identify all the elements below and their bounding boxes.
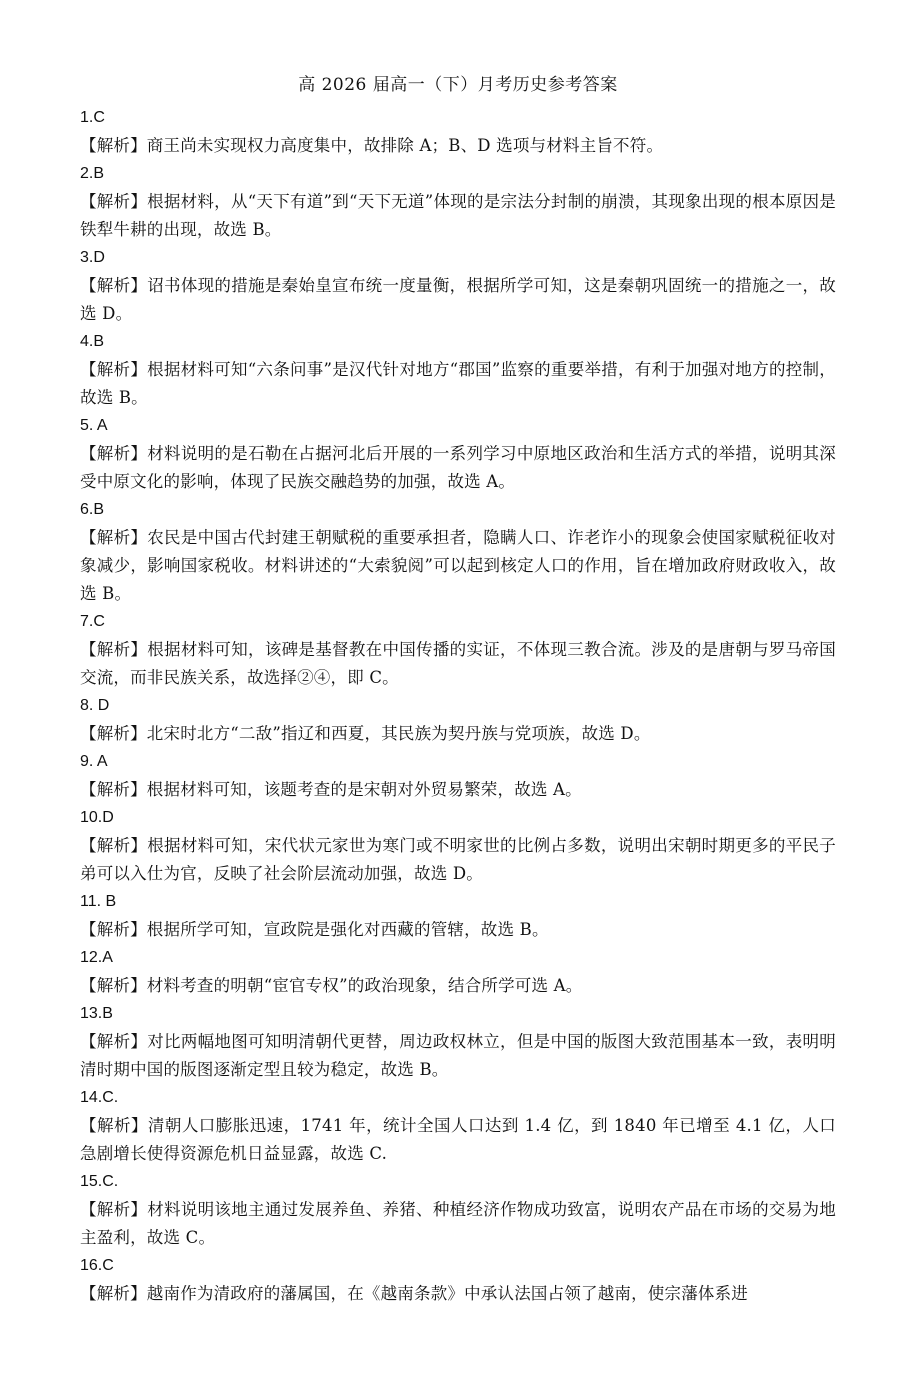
answer-item (80, 888, 836, 944)
answer-item (80, 1168, 836, 1252)
answer-explanation: 【解析】材料说明的是石勒在占据河北后开展的一系列学习中原地区政治和生活方式的举措，说明其深受中原文化的影响，体现了民族交融趋势的加强，故选 A。 (80, 444, 836, 491)
answer-item (80, 1000, 836, 1084)
answer-explanation: 【解析】对比两幅地图可知明清朝代更替，周边政权林立，但是中国的版图大致范围基本一致，表明明清时期中国的版图逐渐定型且较为稳定，故选 B。 (80, 1032, 836, 1079)
answer-number: 4.B (80, 333, 105, 350)
answer-item (80, 160, 836, 244)
answer-number: 16.C (80, 1257, 114, 1274)
answer-number: 3.D (80, 249, 105, 266)
answer-item (80, 412, 836, 496)
answer-number: 8. D (80, 697, 110, 714)
answer-number: 5. A (80, 417, 108, 434)
page-title: 高 2026 届高一（下）月考历史参考答案 (298, 75, 618, 95)
answer-explanation: 【解析】根据材料可知，该碑是基督教在中国传播的实证，不体现三教合流。涉及的是唐朝与罗马帝国交流，而非民族关系，故选择②④，即 C。 (80, 640, 836, 687)
answer-explanation: 【解析】诏书体现的措施是秦始皇宣布统一度量衡，根据所学可知，这是秦朝巩固统一的措施之一，故选 D。 (80, 276, 836, 323)
answer-explanation: 【解析】农民是中国古代封建王朝赋税的重要承担者，隐瞒人口、诈老诈小的现象会使国家赋税征收对象减少，影响国家税收。材料讲述的“大索貌阅”可以起到核定人口的作用，旨在增加政府财政收入，故选 B。 (80, 528, 836, 603)
answer-item (80, 748, 836, 804)
answer-item (80, 692, 836, 748)
answer-list (80, 104, 836, 1308)
answer-number: 13.B (80, 1005, 113, 1022)
answer-number: 11. B (80, 893, 117, 910)
answer-number: 1.C (80, 109, 105, 126)
answer-number: 15.C. (80, 1173, 119, 1190)
answer-explanation: 【解析】材料考查的明朝“宦官专权”的政治现象，结合所学可选 A。 (80, 976, 583, 995)
answer-explanation: 【解析】材料说明该地主通过发展养鱼、养猪、种植经济作物成功致富，说明农产品在市场的交易为地主盈利，故选 C。 (80, 1200, 836, 1247)
answer-item (80, 1084, 836, 1168)
answer-explanation: 【解析】根据材料可知，该题考查的是宋朝对外贸易繁荣，故选 A。 (80, 780, 582, 799)
answer-explanation: 【解析】清朝人口膨胀迅速，1741 年，统计全国人口达到 1.4 亿，到 1840 年已增至 4.1 亿，人口急剧增长使得资源危机日益显露，故选 C. (80, 1116, 836, 1163)
answer-explanation: 【解析】根据材料，从“天下有道”到“天下无道”体现的是宗法分封制的崩溃，其现象出现的根本原因是铁犁牛耕的出现，故选 B。 (80, 192, 836, 239)
answer-explanation: 【解析】北宋时北方“二敌”指辽和西夏，其民族为契丹族与党项族，故选 D。 (80, 724, 651, 743)
answer-number: 7.C (80, 613, 105, 630)
answer-explanation: 【解析】根据材料可知，宋代状元家世为寒门或不明家世的比例占多数，说明出宋朝时期更多的平民子弟可以入仕为官，反映了社会阶层流动加强，故选 D。 (80, 836, 836, 883)
answer-number: 2.B (80, 165, 105, 182)
answer-item (80, 244, 836, 328)
answer-item (80, 496, 836, 608)
answer-explanation: 【解析】越南作为清政府的藩属国，在《越南条款》中承认法国占领了越南，使宗藩体系进 (80, 1284, 748, 1303)
answer-item (80, 944, 836, 1000)
answer-item (80, 1252, 836, 1308)
answer-explanation: 【解析】根据材料可知“六条问事”是汉代针对地方“郡国”监察的重要举措，有利于加强对地方的控制，故选 B。 (80, 360, 836, 407)
answer-item (80, 328, 836, 412)
answer-number: 6.B (80, 501, 105, 518)
answer-explanation: 【解析】商王尚未实现权力高度集中，故排除 A；B、D 选项与材料主旨不符。 (80, 136, 664, 155)
answer-explanation: 【解析】根据所学可知，宣政院是强化对西藏的管辖，故选 B。 (80, 920, 549, 939)
answer-item (80, 804, 836, 888)
answer-number: 12.A (80, 949, 113, 966)
answer-number: 10.D (80, 809, 114, 826)
answer-number: 9. A (80, 753, 108, 770)
answer-item (80, 608, 836, 692)
answer-item (80, 104, 836, 160)
answer-number: 14.C. (80, 1089, 119, 1106)
